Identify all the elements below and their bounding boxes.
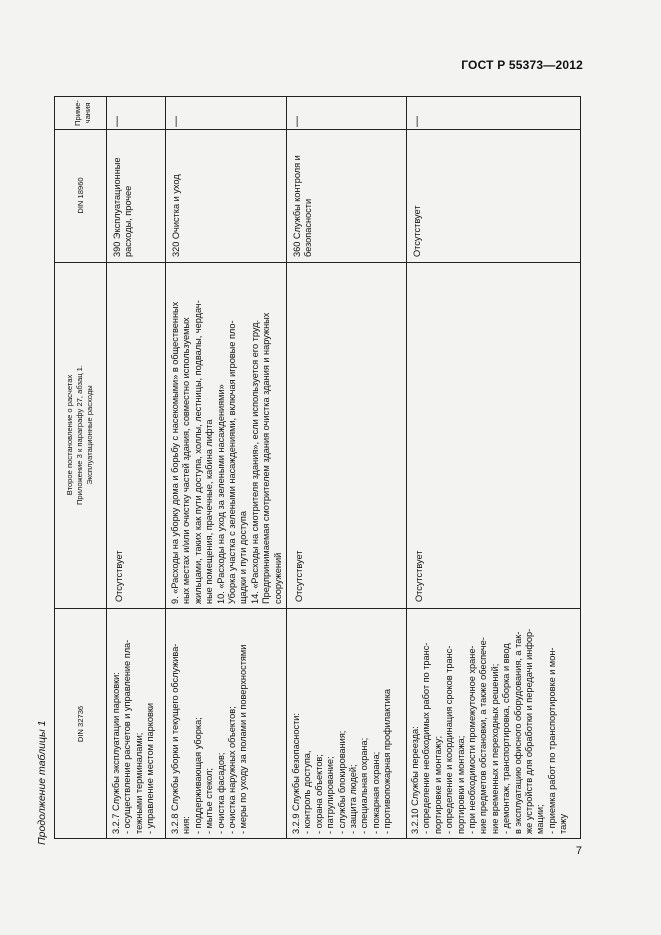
- row-1-regulation: [106, 262, 165, 608]
- row-4-din32736: [406, 608, 580, 840]
- row-2-regulation-line: Уборка участка с зелеными насаждениями, включая игровые пло-: [227, 320, 238, 604]
- row-4-din32736-line: портировке и монтажу;: [432, 735, 443, 834]
- row-2-regulation-line: ных местах и/или очистку частей здания, совместно используемых: [181, 317, 192, 604]
- row-3-notes: [286, 97, 406, 129]
- row-1-din32736-line: 3.2.7 Службы эксплуатации парковки:: [111, 672, 121, 834]
- document-number: ГОСТ Р 55373—2012: [461, 58, 583, 72]
- row-4-din32736-line: - при необходимости промежуточное хране-: [467, 645, 478, 834]
- row-4-din32736-line: портировки и монтажа;: [455, 735, 466, 834]
- row-4-din32736-line: ние временных и переходных решений;: [489, 663, 500, 834]
- row-4-din32736-line: ние предметов обстановки, а также обеспече-: [478, 637, 489, 834]
- row-1-regulation-line: Отсутствует: [114, 550, 124, 602]
- row-4-din32736-line: - демонтаж, транспортировка, сборка и ввод: [501, 643, 512, 834]
- row-3-din32736-line: 3.2.9 Службы безопасности:: [291, 713, 301, 834]
- row-3-din32736: [286, 608, 406, 840]
- row-3-regulation-line: Отсутствует: [294, 550, 304, 602]
- row-4-notes: [406, 97, 580, 129]
- row-3-din32736-line: - защита людей;: [348, 764, 359, 834]
- row-4-din32736-line: - приемка работ по транспортировке и мон-: [546, 647, 557, 834]
- row-3-din32736-line: - специальная охрана;: [359, 737, 370, 834]
- row-2-regulation-line: щадки и пути доступа: [238, 511, 249, 604]
- row-4-din32736-line: - определение и координация сроков транс-: [444, 645, 455, 834]
- table-continuation-caption: Продолжение таблицы 1: [36, 720, 48, 845]
- header-regulation-line-2: Приложение 3 к параграфу 27, абзац 1.: [75, 364, 84, 506]
- page-number: 7: [575, 845, 582, 857]
- row-2-notes: [165, 97, 286, 129]
- header-notes-line-2: чания: [83, 102, 92, 124]
- row-3-din18960-line: безопасности: [303, 198, 314, 257]
- row-4-regulation-line: Отсутствует: [414, 550, 424, 602]
- comparison-table: [54, 96, 581, 839]
- row-2-din32736-line: - меры по уходу за полами и поверхностями: [238, 644, 249, 834]
- row-3-din32736-line: - службы блокирования;: [336, 730, 347, 834]
- row-3-din18960-line: 360 Службы контроля и: [292, 155, 302, 257]
- row-1-din32736-line: тежными терминалами;: [133, 732, 144, 834]
- header-regulation-line-3: Эксплуатационные расходы: [85, 385, 94, 485]
- header-din18960: [55, 129, 106, 262]
- row-3-regulation: [286, 262, 406, 608]
- row-2-din32736-line: - мытье стекол;: [204, 768, 215, 834]
- row-4-din32736-line: мации;: [535, 804, 546, 834]
- row-4-din32736-line: в эксплуатацию офисного оборудования, а так-: [512, 631, 523, 834]
- row-2-regulation-line: 14. «Расходы на смотрителя здания», если используется его труд.: [249, 319, 260, 604]
- header-regulation: [55, 262, 106, 608]
- row-2-din18960-line: 320 Очистка и уход: [171, 174, 181, 257]
- row-3-din32736-line: - пожарная охрана;: [370, 751, 381, 834]
- header-notes-line-1: Приме-: [73, 100, 82, 126]
- row-2-regulation-line: ные помещения, прачечные, кабина лифта: [204, 419, 215, 604]
- row-4-din32736-line: же устройств для обработки и передачи инфор-: [524, 628, 535, 834]
- row-2-regulation-line: 9. «Расходы на уборку дома и борьбу с насекомыми» в общественных: [170, 301, 180, 604]
- row-1-din32736-line: - осуществление расчетов и управление пла-: [122, 639, 133, 834]
- row-1-notes-dash: —: [111, 116, 123, 127]
- row-1-din32736-line: - управление местом парковки: [145, 703, 156, 834]
- row-2-regulation-line: сооружений: [272, 552, 283, 604]
- header-din18960-label: DIN 18960: [76, 177, 85, 214]
- row-2-din32736-line: - поддерживающая уборка;: [192, 717, 203, 834]
- row-4-din32736-line: 3.2.10 Службы переезда:: [410, 726, 420, 834]
- header-din32736: [55, 608, 106, 840]
- row-1-din18960-line: 390 Эксплуатационные: [112, 157, 122, 257]
- header-regulation-line-1: Второе постановление о расчетах: [65, 374, 74, 496]
- row-2-din32736: [165, 608, 286, 840]
- row-3-din32736-line: - патрулирование;: [325, 756, 336, 834]
- row-3-notes-dash: —: [291, 116, 303, 127]
- row-3-din18960: [286, 129, 406, 262]
- row-2-din32736-line: 3.2.8 Службы уборки и текущего обслужива-: [170, 643, 180, 834]
- row-4-din18960-line: Отсутствует: [412, 205, 422, 257]
- row-4-din32736-line: тажу: [558, 813, 569, 834]
- row-2-regulation-line: Предпринимаемая смотрителем здания очистка здания и наружных: [261, 312, 272, 604]
- row-4-din32736-line: - определение необходимых работ по транс-: [421, 642, 432, 834]
- row-2-din32736-line: - очистка наружных объектов;: [227, 706, 238, 834]
- row-2-din18960: [165, 129, 286, 262]
- row-2-notes-dash: —: [170, 116, 182, 127]
- row-3-din32736-line: - контроль доступа,: [302, 750, 313, 834]
- row-1-din32736: [106, 608, 165, 840]
- row-1-din18960-line: расходы, прочее: [123, 185, 134, 257]
- row-1-notes: [106, 97, 165, 129]
- row-2-regulation-line: жильцами, таких как пути доступа, холлы, лестницы, подвалы, чердач-: [192, 300, 203, 604]
- row-1-din18960: [106, 129, 165, 262]
- row-2-regulation-line: 10. «Расходы на уход за зелеными насаждениями»: [215, 384, 226, 604]
- header-din32736-label: DIN 32736: [76, 705, 85, 743]
- row-4-din18960: [406, 129, 580, 262]
- row-3-din32736-line: - охрана объектов;: [313, 754, 324, 834]
- row-2-din32736-line: - очистка фасадов;: [215, 752, 226, 834]
- row-4-notes-dash: —: [411, 116, 423, 127]
- row-4-regulation: [406, 262, 580, 608]
- header-notes: [55, 97, 106, 129]
- row-2-din32736-line: ния:: [181, 816, 192, 834]
- row-2-regulation: [165, 262, 286, 608]
- row-3-din32736-line: - противопожарная профилактика: [382, 688, 393, 834]
